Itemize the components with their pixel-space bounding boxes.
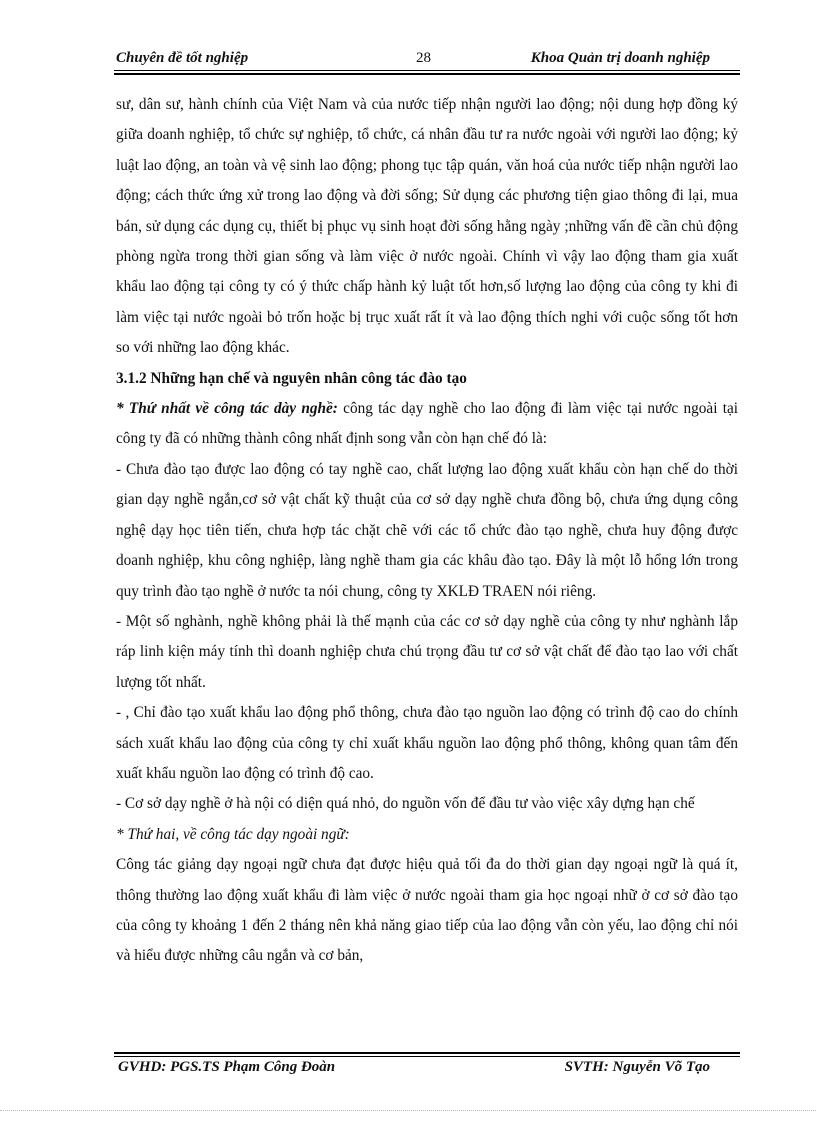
paragraph: Công tác giảng dạy ngoại ngữ chưa đạt được hiệu quả tối đa do thời gian dạy ngoại ngữ là quá ít, thông thường lao động xuất khẩu đi làm việc ở nước ngoài tham gia học ngoại nhữ ở cơ sở đào tạo của công ty khoảng 1 đến 2 tháng nên khả năng giao tiếp của lao động vẫn còn yếu, lao động chỉ nói và hiểu được những câu ngắn và cơ bản, (116, 856, 738, 965)
page-header (114, 50, 740, 72)
paragraph: - , Chỉ đào tạo xuất khẩu lao động phổ thông, chưa đào tạo nguồn lao động có trình độ cao do chính sách xuất khẩu lao động của công ty chỉ xuất khẩu nguồn lao động phổ thông, không quan tâm đến xuất khẩu nguồn lao động có trình độ cao. (116, 704, 738, 782)
paragraph: - Cơ sở dạy nghề ở hà nội có diện quá nhỏ, do nguồn vốn để đầu tư vào việc xây dựng hạn chế (116, 795, 695, 813)
document-body (116, 90, 738, 972)
page-edge-dotted (0, 1110, 816, 1111)
page-number: 28 (416, 50, 431, 66)
paragraph-text: công tác dạy nghề cho lao động đi làm việc tại nước ngoài tại công ty đã có những thành công nhất định song vẫn còn hạn chế đó là: (116, 400, 738, 448)
paragraph: sư, dân sư, hành chính của Việt Nam và của nước tiếp nhận người lao động; nội dung hợp đồng ký giữa doanh nghiệp, tổ chức sự nghiệp, tổ chức, cá nhân đầu tư ra nước ngoài với người lao động; kỷ luật lao động, an toàn và vệ sinh lao động; phong tục tập quán, văn hoá của nước tiếp nhận người lao động; cách thức ứng xử trong lao động và đời sống; Sử dụng các phương tiện giao thông đi lại, mua bán, sử dụng các dụng cụ, thiết bị phục vụ sinh hoạt đời sống hằng ngày ;những vấn đề cần chủ động phòng ngừa trong thời gian sống và làm việc ở nước ngoài. Chính vì vậy lao động tham gia xuất khẩu lao động tại công ty có ý thức chấp hành kỷ luật tốt hơn,số lượng lao động của công ty khi đi làm việc tại nước ngoài bỏ trốn hoặc bị trục xuất rất ít và lao động thích nghi với cuộc sống tốt hơn so với những lao động khác. (116, 96, 738, 357)
paragraph: - Một số nghành, nghề không phải là thế mạnh của các cơ sở dạy nghề của công ty như nghành lắp ráp linh kiện máy tính thì doanh nghiệp chưa chú trọng đầu tư cơ sở vật chất để đào tạo lao với chất lượng tốt nhất. (116, 612, 738, 691)
header-faculty: Khoa Quản trị doanh nghiệp (530, 50, 710, 66)
header-thesis-title: Chuyên đề tốt nghiệp (116, 50, 249, 66)
paragraph: - Chưa đào tạo được lao động có tay nghề cao, chất lượng lao động xuất khẩu còn hạn chế do thời gian dạy nghề ngắn,cơ sở vật chất kỹ thuật của cơ sở dạy nghề chưa đồng bộ, chưa ứng dụng công nghệ dạy học tiên tiến, chưa hợp tác chặt chẽ với các tổ chức đào tạo nghề, chưa huy động được doanh nghiệp, khu công nghiệp, làng nghề tham gia các khâu đào tạo. Đây là một lỗ hổng lớn trong quy trình đào tạo nghề ở nước ta nói chung, công ty XKLĐ TRAEN nói riêng. (116, 460, 738, 600)
footer-rule-thick (114, 1052, 740, 1054)
subheading: * Thứ hai, về công tác dạy ngoài ngữ: (116, 825, 350, 843)
footer-rule (114, 1056, 740, 1057)
page-footer (114, 1059, 740, 1081)
header-rule-thick (114, 73, 740, 75)
footer-student: SVTH: Nguyễn Võ Tạo (564, 1059, 710, 1075)
section-heading: 3.1.2 Những hạn chế và nguyên nhân công tác đào tạo (116, 369, 467, 387)
paragraph-lead-in: * Thứ nhất về công tác dày nghề: (116, 400, 338, 418)
header-rule (114, 70, 740, 71)
paragraph (116, 394, 738, 455)
footer-supervisor: GVHD: PGS.TS Phạm Công Đoàn (118, 1059, 336, 1075)
